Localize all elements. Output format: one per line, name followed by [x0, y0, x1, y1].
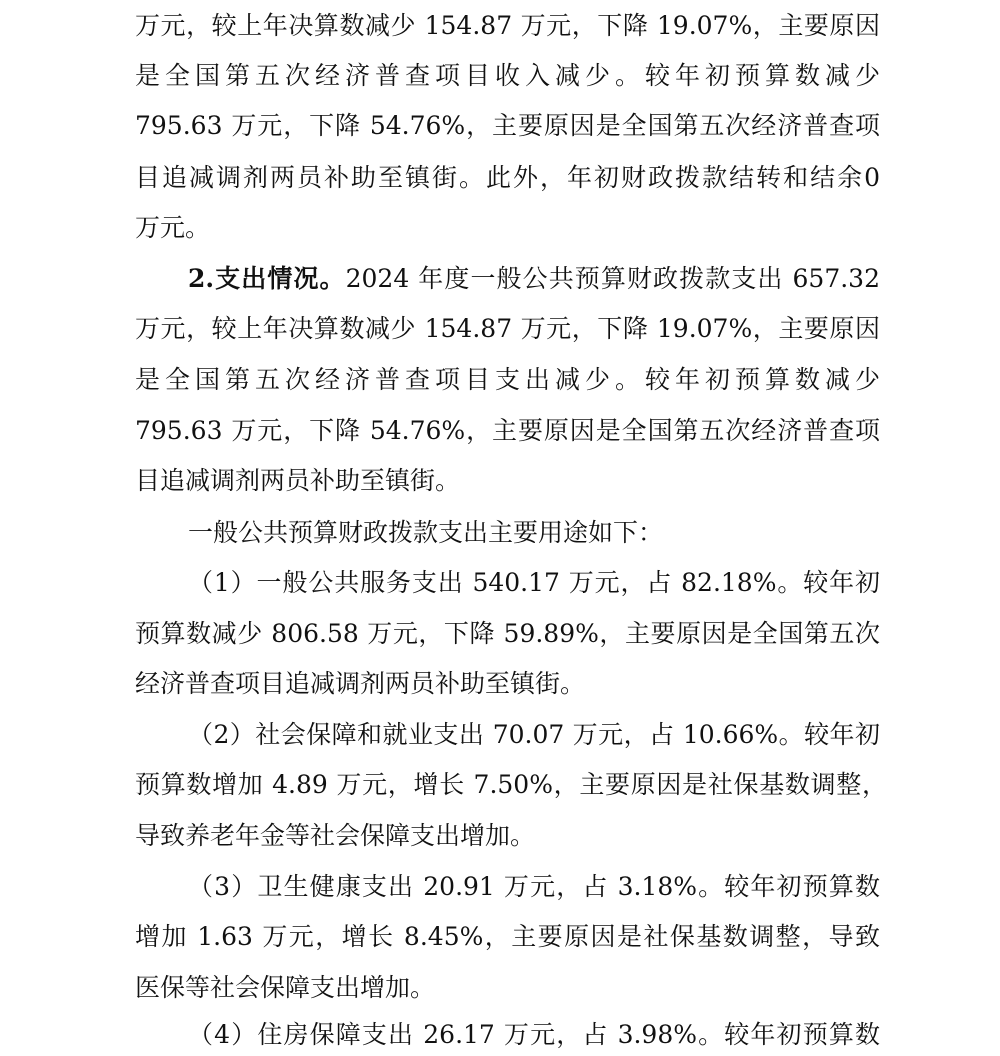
paragraph-line: 是全国第五次经济普查项目支出减少。较年初预算数减少	[135, 365, 880, 394]
paragraph-line: 795.63 万元，下降 54.76%，主要原因是全国第五次经济普查项	[135, 111, 880, 140]
list-item-line: （4）住房保障支出 26.17 万元，占 3.98%。较年初预算数	[188, 1020, 880, 1049]
paragraph-line: 795.63 万元，下降 54.76%，主要原因是全国第五次经济普查项	[135, 416, 880, 445]
list-item-line: 导致养老年金等社会保障支出增加。	[135, 821, 536, 850]
list-item-line: 经济普查项目追减调剂两员补助至镇街。	[135, 669, 586, 698]
list-item-line: （1）一般公共服务支出 540.17 万元，占 82.18%。较年初	[188, 568, 880, 597]
list-item-line: （2）社会保障和就业支出 70.07 万元，占 10.66%。较年初	[188, 720, 880, 749]
paragraph-line: 万元，较上年决算数减少 154.87 万元，下降 19.07%，主要原因	[135, 11, 880, 40]
section-heading-text: 2024 年度一般公共预算财政拨款支出 657.32	[345, 264, 880, 293]
paragraph-line: 目追减调剂两员补助至镇街。此外，年初财政拨款结转和结余0	[135, 163, 880, 192]
list-item-line: 增加 1.63 万元，增长 8.45%，主要原因是社保基数调整，导致	[135, 922, 880, 951]
paragraph-line: 万元，较上年决算数减少 154.87 万元，下降 19.07%，主要原因	[135, 314, 880, 343]
paragraph-line: 目追减调剂两员补助至镇街。	[135, 466, 461, 495]
section-heading: 2.支出情况。	[188, 264, 346, 293]
paragraph-line: 一般公共预算财政拨款支出主要用途如下：	[188, 518, 664, 547]
section-heading-line	[188, 254, 880, 304]
paragraph-line: 万元。	[135, 213, 211, 242]
list-item-line: 预算数减少 806.58 万元，下降 59.89%，主要原因是全国第五次	[135, 619, 880, 648]
paragraph-line: 是全国第五次经济普查项目收入减少。较年初预算数减少	[135, 61, 880, 90]
list-item-line: （3）卫生健康支出 20.91 万元，占 3.18%。较年初预算数	[188, 872, 880, 901]
list-item-line: 医保等社会保障支出增加。	[135, 973, 436, 1002]
list-item-line: 预算数增加 4.89 万元，增长 7.50%，主要原因是社保基数调整，	[135, 770, 887, 799]
